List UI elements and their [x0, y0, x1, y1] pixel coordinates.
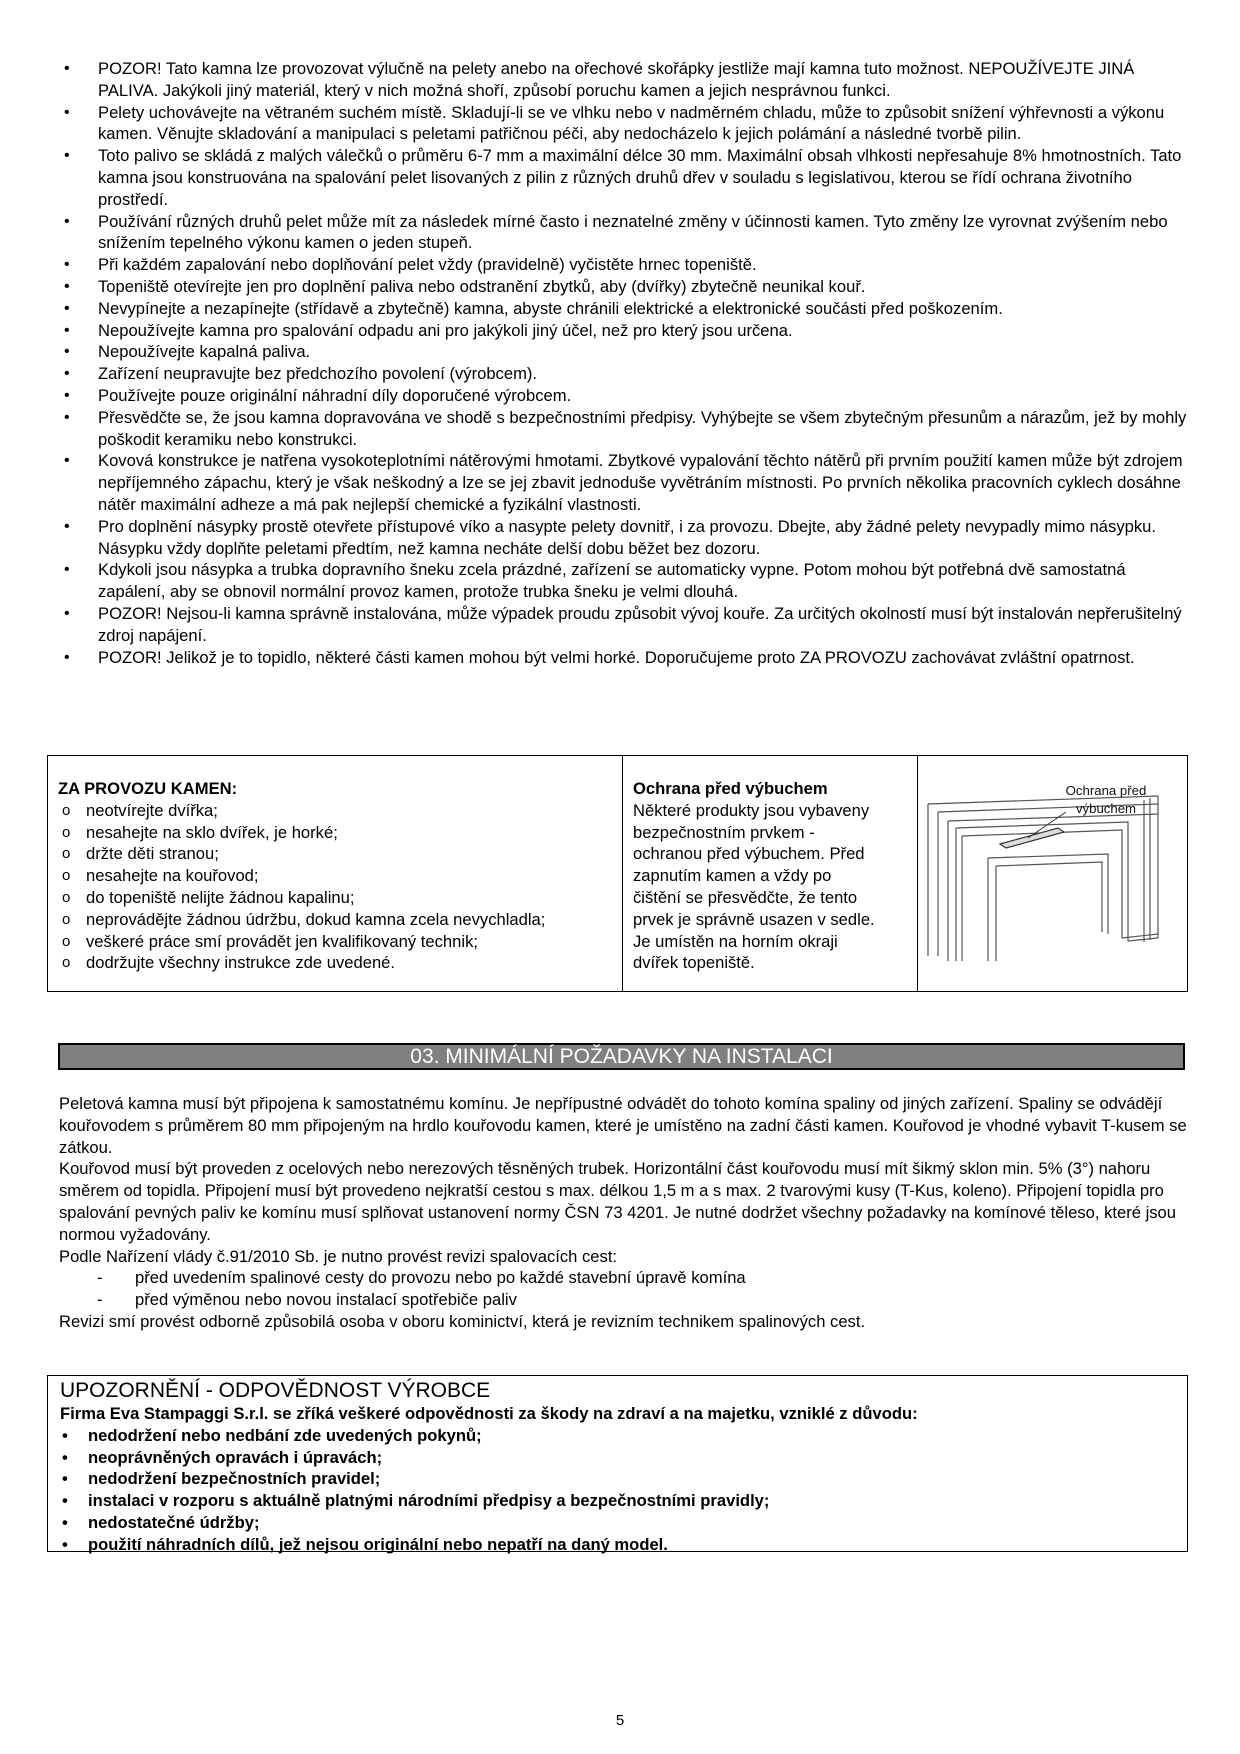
installation-paragraph: Revizi smí provést odborně způsobilá osoba v oboru kominictví, která je revizním technikem spalinových cest.: [59, 1311, 866, 1331]
revision-item: - před výměnou nebo novou instalací spotřebiče paliv: [59, 1289, 1189, 1311]
responsibility-item: • instalaci v rozporu s aktuálně platnými národními předpisy a bezpečnostními pravidly;: [60, 1490, 1187, 1512]
explosion-line: Některé produkty jsou vybaveny: [633, 800, 870, 820]
installation-text: [59, 1093, 1189, 1333]
safety-bullet: • Nevypínejte a nezapínejte (střídavě a zbytečně) kamna, abyste chránili elektrické a elektronické součásti před poškozením.: [62, 298, 1190, 320]
explosion-line: ochranou před výbuchem. Před: [633, 844, 865, 864]
responsibility-item: • nedodržení bezpečnostních pravidel;: [60, 1468, 1187, 1490]
safety-bullet: • Topeniště otevírejte jen pro doplnění paliva nebo odstranění zbytků, aby (dvířky) zbytečně neunikal kouř.: [62, 276, 1190, 298]
safety-bullet-list: [62, 58, 1190, 668]
responsibility-title: UPOZORNĚNÍ - ODPOVĚDNOST VÝROBCE: [60, 1379, 491, 1402]
manufacturer-responsibility-box: [47, 1375, 1188, 1552]
safety-bullet: • Používejte pouze originální náhradní díly doporučené výrobcem.: [62, 385, 1190, 407]
operation-item: o nesahejte na sklo dvířek, je horké;: [58, 822, 622, 844]
explosion-line: čištění se přesvědčte, že tento: [633, 887, 858, 907]
operation-warning-table: [47, 755, 1188, 992]
responsibility-subtitle: Firma Eva Stampaggi S.r.l. se zříká veškeré odpovědnosti za škody na zdraví a na majetku, vzniklé z důvodu:: [60, 1404, 918, 1423]
safety-bullet: • Přesvědčte se, že jsou kamna dopravována ve shodě s bezpečnostními předpisy. Vyhýbejte se všem zbytečným přesunům a nárazům, jež by mohly poškodit keramiku nebo konstrukci.: [62, 407, 1190, 451]
operation-item: o neotvírejte dvířka;: [58, 800, 622, 822]
operation-item: o dodržujte všechny instrukce zde uvedené.: [58, 952, 622, 974]
safety-bullet: • Kdykoli jsou násypka a trubka dopravního šneku zcela prázdné, zařízení se automaticky vypne. Potom mohou být potřebná dvě samostatná zapálení, aby se obnovil normální provoz kamen, protože trubka šneku je velmi dlouhá.: [62, 559, 1190, 603]
installation-paragraph: Kouřovod musí být proveden z ocelových nebo nerezových těsněných trubek. Horizontální část kouřovodu musí mít šikmý sklon min. 5% (3°) nahoru směrem od topidla. Připojení musí být provedeno nejkratší cestou s max. délkou 1,5 m a s max. 2 tvarovými kusy (T-Kus, koleno). Připojení topidla pro spalování pevných paliv ke komínu musí splňovat ustanovení normy ČSN 73 4201. Je nutné dodržet všechny požadavky na komínové těleso, které jsou normou vyžadovány.: [59, 1159, 1177, 1244]
operation-box: [48, 756, 623, 991]
diagram-label-line: výbuchem: [1075, 801, 1137, 816]
operation-box-title: ZA PROVOZU KAMEN:: [58, 779, 238, 798]
explosion-flap: [1000, 828, 1064, 848]
safety-bullet: • Používání různých druhů pelet může mít za následek mírné často i neznatelné změny v účinnosti kamen. Tyto změny lze vyrovnat zvýšením nebo snížením tepelného výkonu kamen o jeden stupeň.: [62, 211, 1190, 255]
safety-bullet: • Kovová konstrukce je natřena vysokoteplotními nátěrovými hmotami. Zbytkové vypalování těchto nátěrů při prvním použití kamen může být zdrojem nepříjemného zápachu, který je však neškodný a lze se jej zbavit jednoduše vyvětráním místnosti. Po prvních několika pracovních cyklech dosáhne nátěr maximální adheze a má pak nejlepší chemické a fyzikální vlastnosti.: [62, 450, 1190, 515]
revision-list: [59, 1267, 1189, 1311]
explosion-protection-title: Ochrana před výbuchem: [633, 779, 828, 798]
explosion-line: bezpečnostním prvkem -: [633, 822, 815, 842]
safety-bullet: • Při každém zapalování nebo doplňování pelet vždy (pravidelně) vyčistěte hrnec topeniště.: [62, 254, 1190, 276]
installation-paragraph: Peletová kamna musí být připojena k samostatnému komínu. Je nepřípustné odvádět do tohoto komína spaliny od jiných zařízení. Spaliny se odvádějí kouřovodem s průměrem 80 mm připojeným na hrdlo kouřovodu kamen, které je umístěno na zadní části kamen. Kouřovod je vhodné vybavit T-kusem se zátkou.: [59, 1094, 1187, 1157]
page-number: 5: [615, 1712, 625, 1729]
responsibility-item: • neoprávněných opravách i úpravách;: [60, 1447, 1187, 1469]
responsibility-item: • nedostatečné údržby;: [60, 1512, 1187, 1534]
safety-bullet: • Pelety uchovávejte na větraném suchém místě. Skladují-li se ve vlhku nebo v nadměrném chladu, může to způsobit snížení výhřevnosti a výkonu kamen. Věnujte skladování a manipulaci s peletami patřičnou péči, aby nedocházelo k jejich polámání a následné tvorbě pilin.: [62, 102, 1190, 146]
explosion-protection-box: [623, 756, 918, 991]
section-title: 03. MINIMÁLNÍ POŽADAVKY NA INSTALACI: [410, 1045, 833, 1068]
explosion-diagram-cell: [918, 756, 1187, 991]
responsibility-item: • použití náhradních dílů, jež nejsou originální nebo nepatří na daný model.: [60, 1534, 1187, 1556]
explosion-line: dvířek topeniště.: [633, 953, 755, 973]
responsibility-list: [60, 1425, 1187, 1556]
operation-item: o neprovádějte žádnou údržbu, dokud kamna zcela nevychladla;: [58, 909, 622, 931]
responsibility-item: • nedodržení nebo nedbání zde uvedených pokynů;: [60, 1425, 1187, 1447]
safety-bullet: • POZOR! Tato kamna lze provozovat výlučně na pelety anebo na ořechové skořápky jestliže mají kamna tuto možnost. NEPOUŽÍVEJTE JINÁ PALIVA. Jakýkoli jiný materiál, který v nich možná shoří, způsobí poruchu kamen a jejich nesprávnou funkci.: [62, 58, 1190, 102]
operation-list: [58, 800, 622, 974]
installation-paragraph: Podle Nařízení vlády č.91/2010 Sb. je nutno provést revizi spalovacích cest:: [59, 1246, 618, 1266]
explosion-line: zapnutím kamen a vždy po: [633, 866, 832, 886]
safety-bullet: • Pro doplnění násypky prostě otevřete přístupové víko a nasypte pelety dovnitř, i za provozu. Dbejte, aby žádné pelety nevypadly mimo násypku. Násypku vždy doplňte peletami předtím, než kamna necháte delší dobu běžet bez dozoru.: [62, 516, 1190, 560]
safety-bullet: • POZOR! Jelikož je to topidlo, některé části kamen mohou být velmi horké. Doporučujeme proto ZA PROVOZU zachovávat zvláštní opatrnost.: [62, 647, 1190, 669]
safety-bullet: • Toto palivo se skládá z malých válečků o průměru 6-7 mm a maximální délce 30 mm. Maximální obsah vlhkosti nepřesahuje 8% hmotnostních. Tato kamna jsou konstruována na spalování pelet lisovaných z pilin z různých druhů dřev v souladu s legislativou, kterou se řídí ochrana životního prostředí.: [62, 145, 1190, 210]
safety-bullet: • POZOR! Nejsou-li kamna správně instalována, může výpadek proudu způsobit vývoj kouře. Za určitých okolností musí být instalován nepřerušitelný zdroj napájení.: [62, 603, 1190, 647]
diagram-label-line: Ochrana před: [1065, 783, 1147, 798]
operation-item: o veškeré práce smí provádět jen kvalifikovaný technik;: [58, 931, 622, 953]
safety-bullet: • Nepoužívejte kapalná paliva.: [62, 341, 1190, 363]
explosion-line: prvek je správně usazen v sedle.: [633, 909, 875, 929]
safety-bullet: • Nepoužívejte kamna pro spalování odpadu ani pro jakýkoli jiný účel, než pro který jsou určena.: [62, 320, 1190, 342]
section-heading-bar: [58, 1043, 1185, 1070]
revision-item: - před uvedením spalinové cesty do provozu nebo po každé stavební úpravě komína: [59, 1267, 1189, 1289]
operation-item: o do topeniště nelijte žádnou kapalinu;: [58, 887, 622, 909]
operation-item: o držte děti stranou;: [58, 843, 622, 865]
diagram-label: [1051, 782, 1161, 818]
operation-item: o nesahejte na kouřovod;: [58, 865, 622, 887]
safety-bullet: • Zařízení neupravujte bez předchozího povolení (výrobcem).: [62, 363, 1190, 385]
explosion-line: Je umístěn na horním okraji: [633, 931, 838, 951]
